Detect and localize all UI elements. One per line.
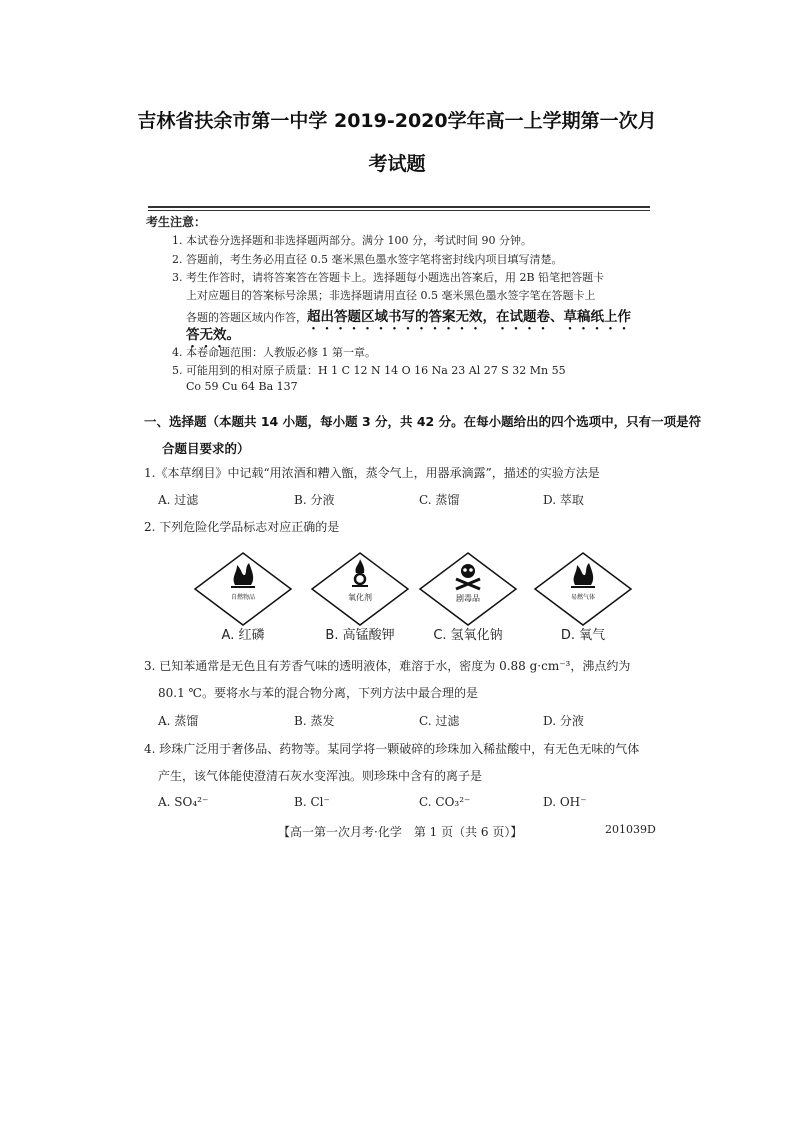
q3-option-b: B. 蒸发 bbox=[294, 714, 335, 728]
q3-option-d: D. 分液 bbox=[543, 714, 584, 728]
sign-label: 氧化剂 bbox=[348, 593, 372, 602]
question-3-stem-cont: 80.1 ℃。要将水与苯的混合物分离，下列方法中最合理的是 bbox=[158, 686, 478, 700]
question-4-stem-cont: 产生，该气体能使澄清石灰水变浑浊。则珍珠中含有的离子是 bbox=[158, 769, 483, 783]
q3-option-c: C. 过滤 bbox=[419, 714, 460, 728]
q2-option-b: B. 高锰酸钾 bbox=[325, 628, 395, 643]
notice-text: 各题的答题区域内作答， bbox=[186, 311, 307, 324]
notice-emphasis: 超出答题区域书写的答案无效，在试题卷、草稿纸上作 bbox=[307, 309, 631, 325]
section-heading: 一、选择题（本题共 14 小题，每小题 3 分，共 42 分。在每小题给出的四个选项中，只有一项是符 bbox=[144, 414, 702, 429]
q2-option-c: C. 氢氧化钠 bbox=[433, 628, 503, 643]
question-4-stem: 4. 珍珠广泛用于奢侈品、药物等。某同学将一颗破碎的珍珠加入稀盐酸中，有无色无味的气体 bbox=[144, 742, 640, 756]
notice-item: Co 59 Cu 64 Ba 137 bbox=[186, 380, 298, 393]
notice-item bbox=[186, 305, 631, 333]
notice-item: 5. 可能用到的相对原子质量：H 1 C 12 N 14 O 16 Na 23 Al 27 S 32 Mn 55 bbox=[172, 364, 566, 377]
sign-label: 自燃物品 bbox=[230, 594, 256, 601]
notice-item: 2. 答题前，考生务必用直径 0.5 毫米黑色墨水签字笔将密封线内项目填写清楚。 bbox=[172, 253, 563, 266]
flammable-gas-hazard-icon bbox=[533, 551, 633, 627]
notice-item: 4. 本卷命题范围：人教版必修 1 第一章。 bbox=[172, 346, 376, 359]
flammable-hazard-icon bbox=[193, 551, 293, 627]
notice-heading: 考生注意： bbox=[146, 215, 207, 229]
q1-option-a: A. 过滤 bbox=[158, 493, 199, 507]
q3-option-a: A. 蒸馏 bbox=[158, 714, 199, 728]
q4-option-c: C. CO₃²⁻ bbox=[419, 795, 471, 809]
q4-option-b: B. Cl⁻ bbox=[294, 795, 330, 809]
q1-option-b: B. 分液 bbox=[294, 493, 335, 507]
q4-option-a: A. SO₄²⁻ bbox=[158, 795, 209, 809]
question-3-stem: 3. 已知苯通常是无色且有芳香气味的透明液体，难溶于水，密度为 0.88 g·cm⁻³，沸点约为 bbox=[144, 659, 631, 673]
oxidizer-hazard-icon bbox=[310, 551, 410, 627]
q1-option-d: D. 萃取 bbox=[543, 493, 584, 507]
document-title: 吉林省扶余市第一中学 2019-2020学年高一上学期第一次月 bbox=[137, 110, 657, 132]
notice-item: 上对应题目的答案标号涂黑；非选择题请用直径 0.5 毫米黑色墨水签字笔在答题卡上 bbox=[186, 289, 596, 302]
question-1-stem: 1.《本草纲目》中记载“用浓酒和糟入甑，蒸令气上，用器承滴露”，描述的实验方法是 bbox=[144, 466, 600, 480]
notice-emphasis: 答无效。 bbox=[186, 327, 240, 343]
q2-option-d: D. 氧气 bbox=[560, 628, 606, 643]
q1-option-c: C. 蒸馏 bbox=[419, 493, 460, 507]
paper-code: 201039D bbox=[605, 823, 656, 836]
notice-item: 1. 本试卷分选择题和非选择题两部分。满分 100 分，考试时间 90 分钟。 bbox=[172, 234, 532, 247]
divider bbox=[148, 210, 650, 211]
document-title-cont: 考试题 bbox=[368, 153, 426, 175]
sign-label: 剧毒品 bbox=[456, 594, 480, 603]
question-2-stem: 2. 下列危险化学品标志对应正确的是 bbox=[144, 520, 340, 534]
divider bbox=[148, 206, 650, 208]
toxic-hazard-icon bbox=[418, 551, 518, 627]
page-footer: 【高一第一次月考·化学 第 1 页（共 6 页）】 bbox=[278, 825, 523, 839]
notice-item: 3. 考生作答时，请将答案答在答题卡上。选择题每小题选出答案后，用 2B 铅笔把答题卡 bbox=[172, 271, 605, 284]
section-heading-cont: 合题目要求的） bbox=[162, 441, 250, 456]
q4-option-d: D. OH⁻ bbox=[543, 795, 587, 809]
q2-option-a: A. 红磷 bbox=[221, 628, 265, 643]
sign-label: 易燃气体 bbox=[570, 594, 596, 601]
